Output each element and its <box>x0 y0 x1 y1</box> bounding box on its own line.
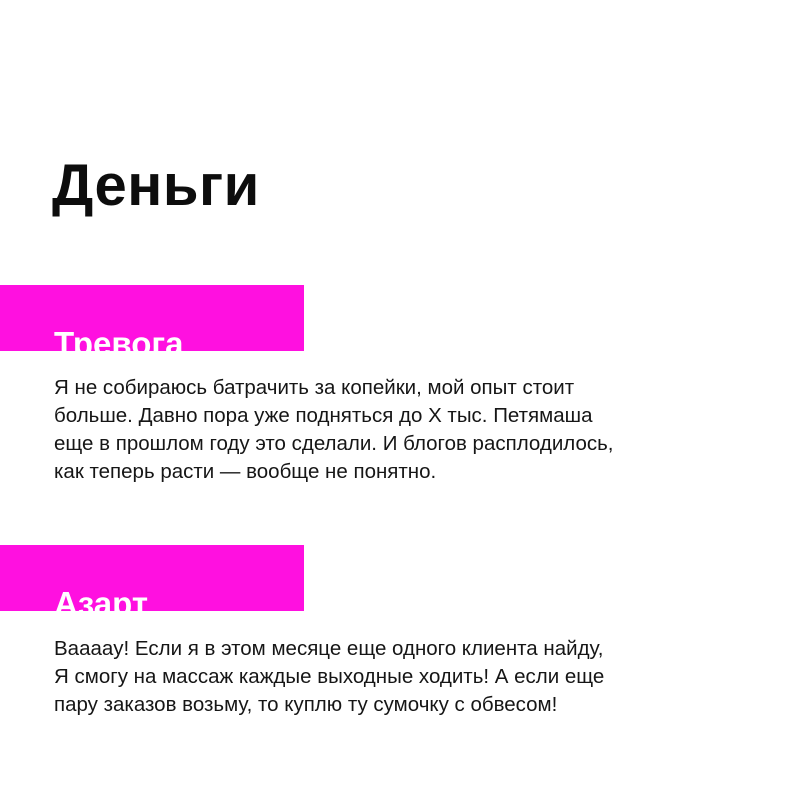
section-heading-anxiety: Тревога <box>54 325 184 362</box>
section-text-excitement: Вааааy! Если я в этом месяце еще одного клиента найду, Я смогу на массаж каждые выходные ходить! А если еще пару заказов возьму, то куплю ту сумочку с обвесом! <box>54 637 605 716</box>
section-text-anxiety: Я не собираюсь батрачить за копейки, мой опыт стоит больше. Давно пора уже подняться до Х тыс. Петямаша еще в прошлом году это сделали. И блогов расплодилось, как теперь расти — вообще не понятно. <box>54 376 614 483</box>
section-heading-band-excitement <box>0 545 304 622</box>
page-title: Деньги <box>52 153 260 218</box>
section-heading-band-anxiety <box>0 285 304 362</box>
section-heading-excitement: Азарт <box>54 585 149 622</box>
